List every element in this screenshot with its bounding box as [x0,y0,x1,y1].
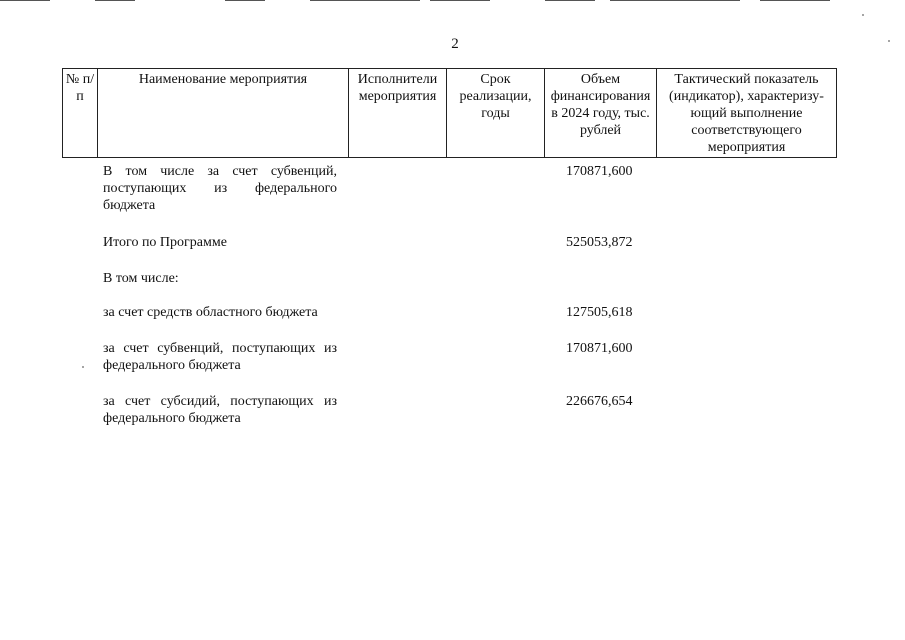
row-amount: 525053,872 [566,235,633,250]
header-col-name: Наименование мероприятия [98,69,349,158]
header-col-number: № п/п [63,69,98,158]
header-col-term: Срок реализации, годы [447,69,545,158]
row-name: за счет субвенций, поступающих из федерального бюджета [103,341,337,373]
row-amount: 127505,618 [566,305,633,320]
row-name: В том числе: [103,271,179,286]
scan-speck [888,40,890,42]
page-number: 2 [451,36,459,52]
row-name: за счет субсидий, поступающих из федерального бюджета [103,394,337,426]
scan-speck [862,14,864,16]
scan-speck [82,366,84,368]
scan-edge-line [310,0,420,1]
header-col-executors: Исполнители мероприятия [349,69,447,158]
scan-edge-line [760,0,830,1]
table-header [62,68,837,158]
row-name: В том числе за счет субвенций, поступающих из федерального бюджета [103,164,337,213]
row-amount: 170871,600 [566,341,633,356]
scan-edge-line [430,0,490,1]
row-name: Итого по Программе [103,235,227,250]
scan-edge-line [225,0,265,1]
row-name: за счет средств областного бюджета [103,305,318,320]
scan-edge-line [0,0,50,1]
scan-edge-line [95,0,135,1]
scan-edge-line [545,0,595,1]
header-col-indicator: Тактический показатель (индикатор), характеризу-ющий выполнение соответствующего мероприятия [657,69,837,158]
row-amount: 226676,654 [566,394,633,409]
header-col-funding: Объем финансирования в 2024 году, тыс. рублей [545,69,657,158]
scan-edge-line [610,0,740,1]
row-amount: 170871,600 [566,164,633,179]
